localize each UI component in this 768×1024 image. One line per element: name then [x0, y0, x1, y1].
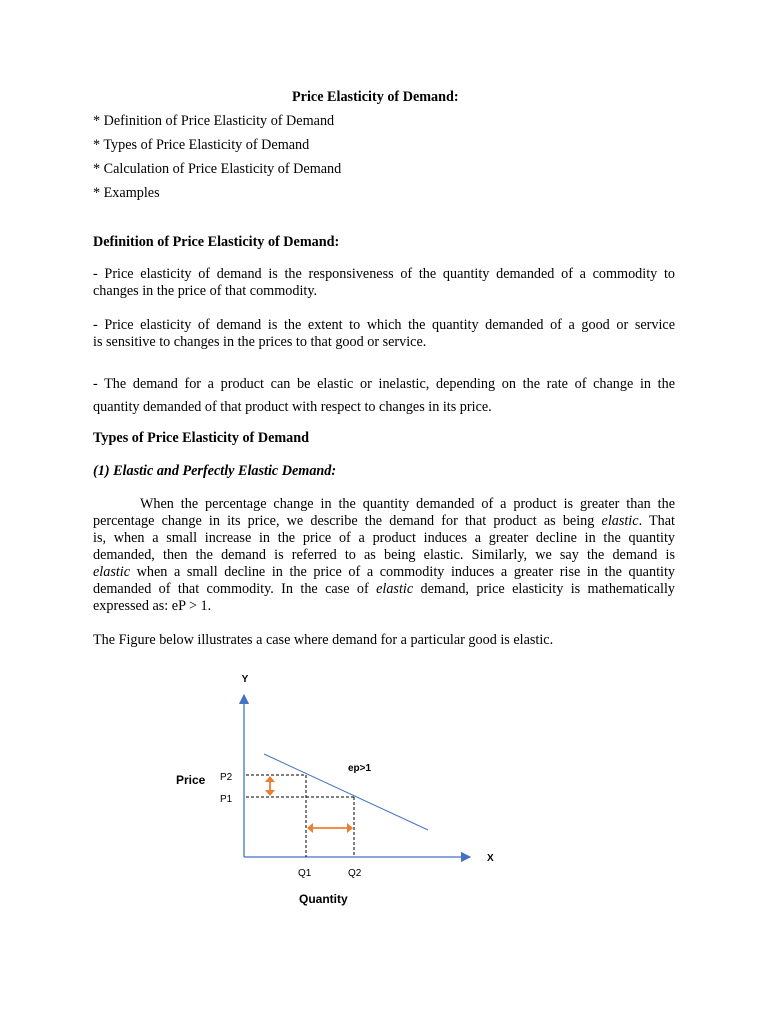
text-line: demanded, then the demand is referred to as being elastic. Similarly, we say the demand is: [93, 547, 675, 563]
curve-elasticity-label: ep>1: [348, 763, 372, 774]
definition-heading: Definition of Price Elasticity of Demand:: [93, 234, 340, 250]
price-change-arrow-head-down: [265, 790, 275, 796]
p2-label: P2: [220, 772, 233, 783]
figure-caption: The Figure below illustrates a case where demand for a particular good is elastic.: [93, 632, 554, 648]
text-line: When the percentage change in the quantity demanded of a product is greater than the: [140, 496, 675, 512]
text-line: changes in the price of that commodity.: [93, 283, 318, 299]
text-line: elastic when a small decline in the price of a commodity induces a greater rise in the quantity: [93, 564, 675, 580]
price-change-arrow-head-up: [265, 776, 275, 782]
toc-item-definition: * Definition of Price Elasticity of Demand: [93, 113, 335, 129]
toc-item-examples: * Examples: [93, 185, 160, 201]
demand-curve: [264, 754, 428, 830]
text-line: - Price elasticity of demand is the extent to which the quantity demanded of a good or service: [93, 317, 675, 333]
text-line: is, when a small increase in the price of a product induces a greater decline in the quantity: [93, 530, 675, 546]
text-line: expressed as: eP > 1.: [93, 598, 212, 614]
quantity-label: Quantity: [299, 892, 348, 906]
text-line: percentage change in its price, we describe the demand for that product as being elastic. That: [93, 513, 675, 529]
text-line: quantity demanded of that product with respect to changes in its price.: [93, 399, 492, 415]
q2-label: Q2: [348, 868, 362, 879]
text-line: demanded of that commodity. In the case of elastic demand, price elasticity is mathematically: [93, 581, 675, 597]
quantity-change-arrow-head-left: [307, 823, 313, 833]
types-heading: Types of Price Elasticity of Demand: [93, 430, 310, 446]
x-axis-label: X: [487, 853, 494, 864]
toc-item-types: * Types of Price Elasticity of Demand: [93, 137, 310, 153]
types-subheading: (1) Elastic and Perfectly Elastic Demand:: [93, 463, 337, 479]
text-line: - Price elasticity of demand is the responsiveness of the quantity demanded of a commodity to: [93, 266, 675, 282]
q1-label: Q1: [298, 868, 312, 879]
p1-label: P1: [220, 794, 233, 805]
y-axis-label: Y: [241, 674, 249, 685]
toc-item-calculation: * Calculation of Price Elasticity of Demand: [93, 161, 342, 177]
quantity-change-arrow-head-right: [347, 823, 353, 833]
text-line: is sensitive to changes in the prices to that good or service.: [93, 334, 427, 350]
text-line: - The demand for a product can be elastic or inelastic, depending on the rate of change in the: [93, 376, 675, 392]
page-title: Price Elasticity of Demand:: [292, 89, 459, 105]
price-label: Price: [176, 773, 206, 787]
